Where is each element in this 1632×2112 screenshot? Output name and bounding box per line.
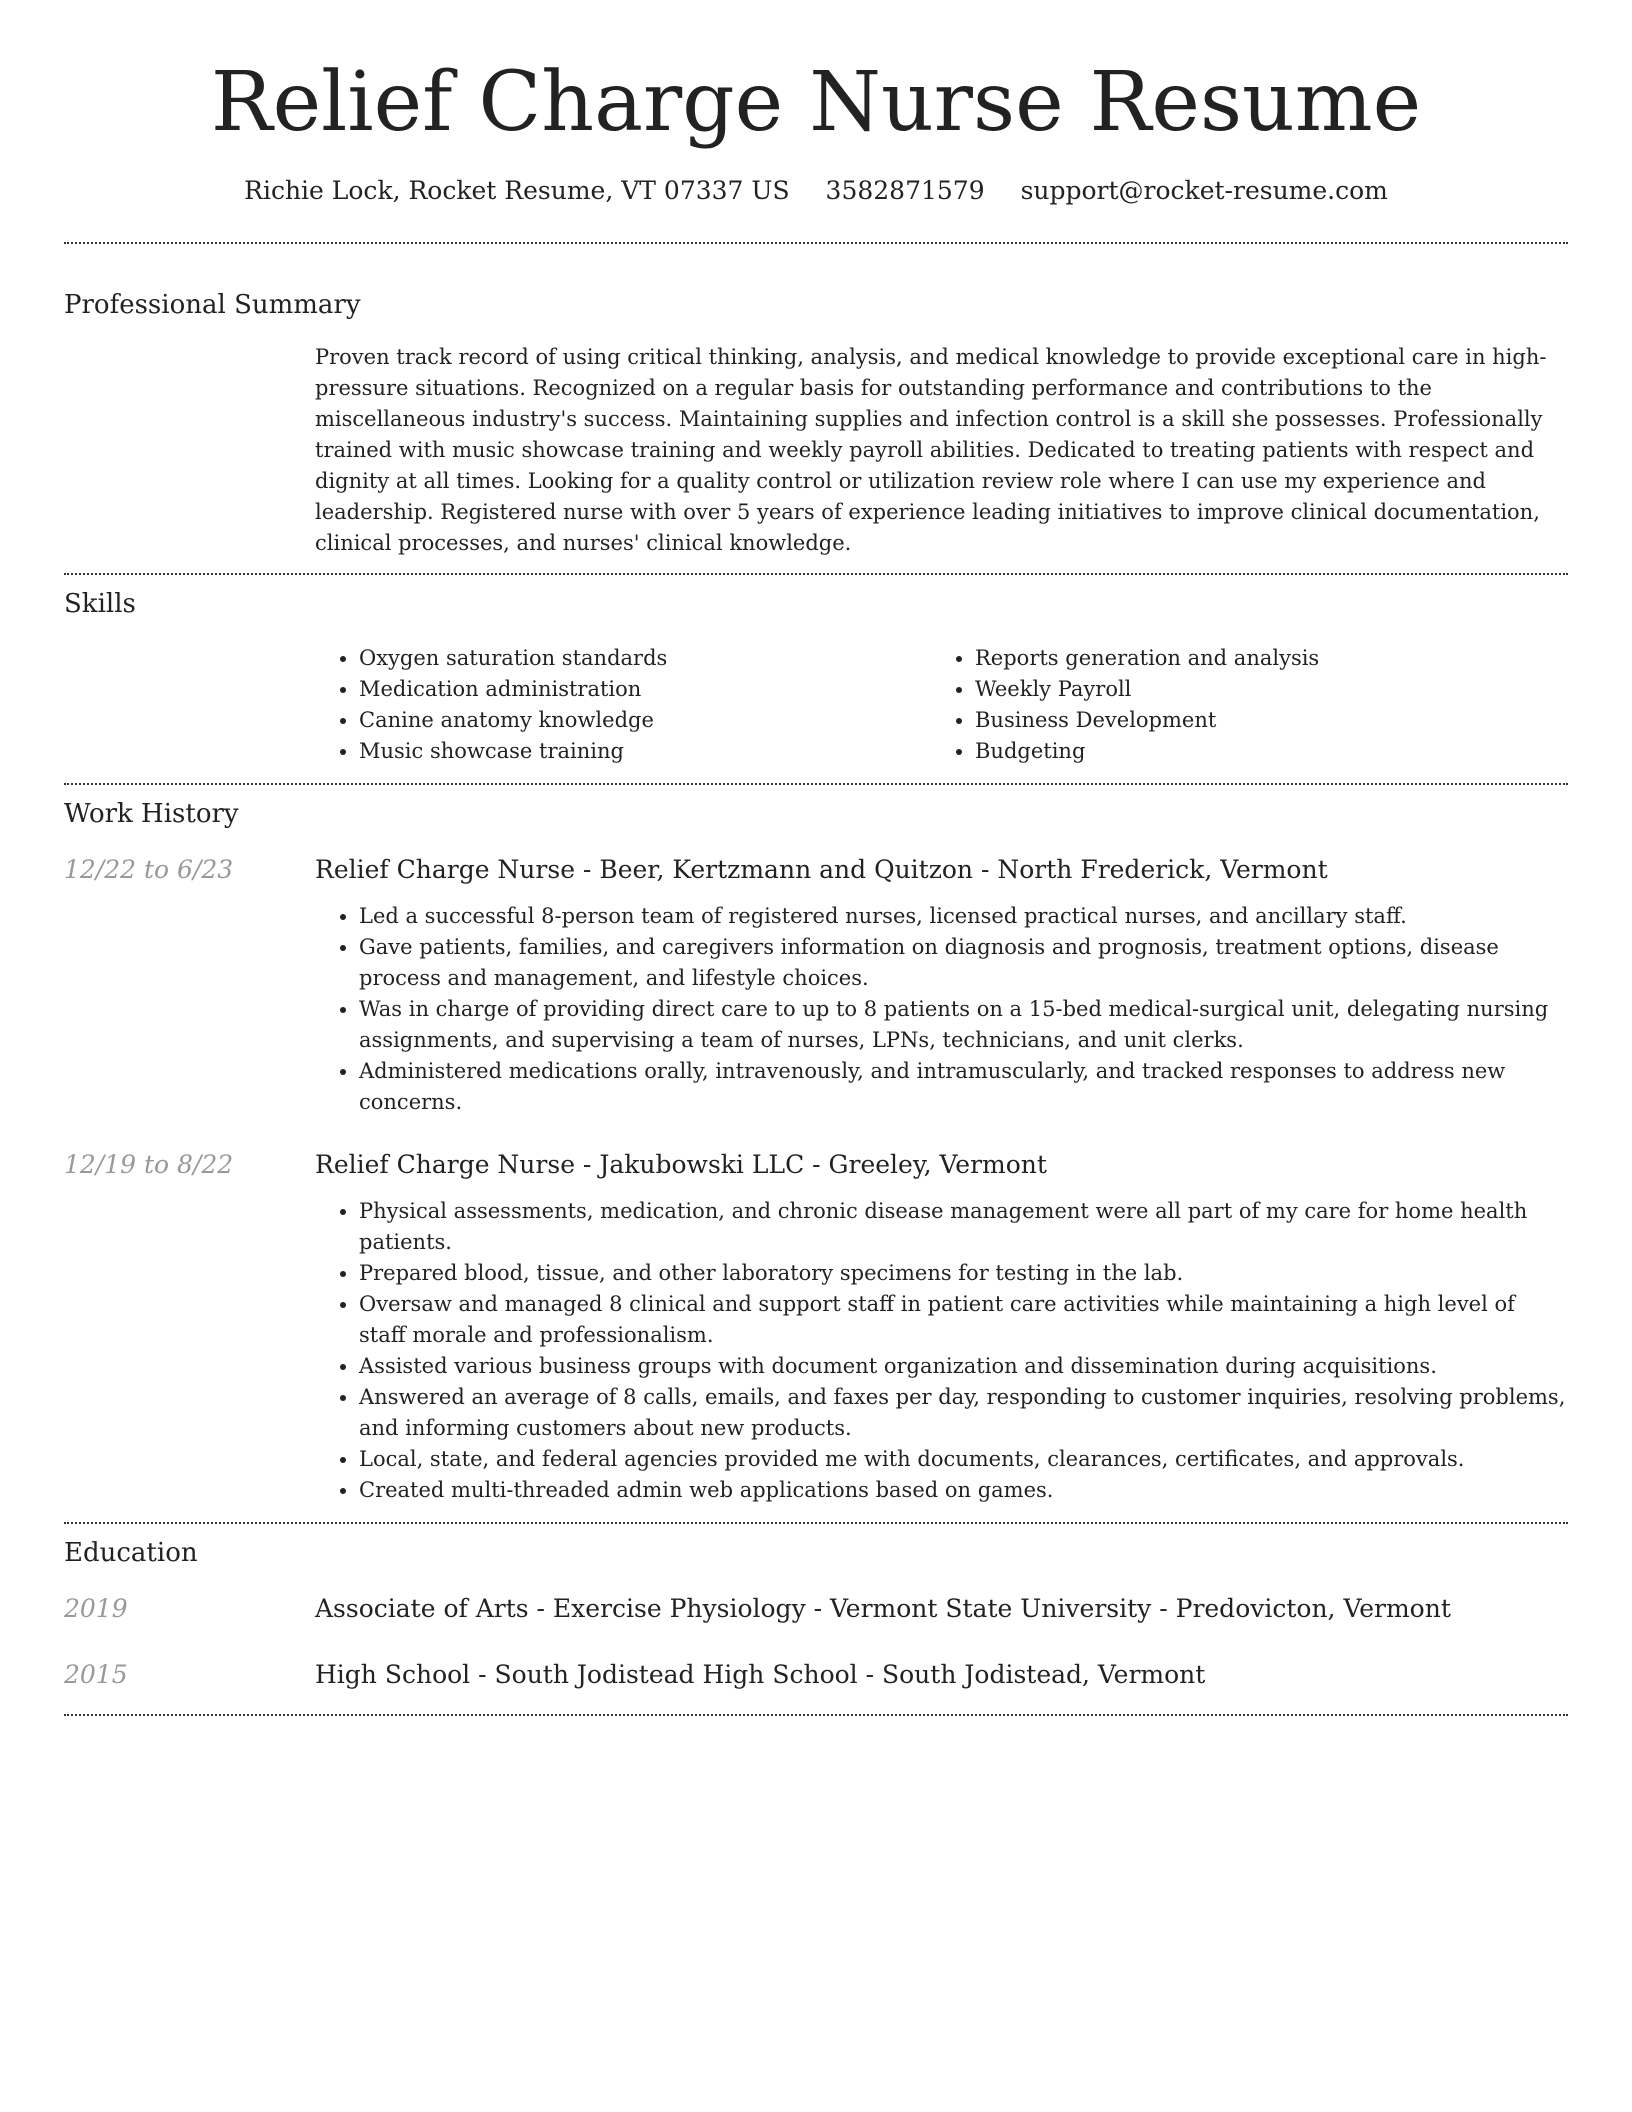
- contact-address: Richie Lock, Rocket Resume, VT 07337 US: [244, 176, 790, 205]
- skills-section: [64, 587, 1568, 767]
- job-bullet: • Answered an average of 8 calls, emails, and faxes per day, responding to customer inquiries, resolving problems, and informing customers about new products.: [359, 1382, 1568, 1444]
- job-entry: [64, 1148, 1568, 1182]
- education-entry: [64, 1658, 1568, 1692]
- job-title: Relief Charge Nurse - Jakubowski LLC - Greeley, Vermont: [315, 1150, 1047, 1179]
- job-bullets: [315, 901, 1568, 1118]
- skills-columns: [315, 643, 1568, 767]
- education-section: [64, 1536, 1568, 1692]
- job-bullet: • Gave patients, families, and caregivers information on diagnosis and prognosis, treatment options, disease process and management, and lifestyle choices.: [359, 932, 1568, 994]
- summary-heading: Professional Summary: [64, 290, 361, 320]
- divider: [64, 783, 1568, 785]
- skill-item: • Medication administration: [359, 674, 931, 705]
- skill-item: • Weekly Payroll: [975, 674, 1495, 705]
- skill-item: • Budgeting: [975, 736, 1495, 767]
- job-bullet: • Administered medications orally, intravenously, and intramuscularly, and tracked responses to address new concerns.: [359, 1056, 1568, 1118]
- education-title: High School - South Jodistead High School - South Jodistead, Vermont: [315, 1660, 1206, 1689]
- job-bullet: • Prepared blood, tissue, and other laboratory specimens for testing in the lab.: [359, 1258, 1568, 1289]
- education-heading: Education: [64, 1538, 198, 1568]
- skills-heading: Skills: [64, 589, 136, 619]
- job-entry: [64, 853, 1568, 887]
- resume-page: [64, 0, 1568, 1716]
- job-dates: 12/22 to 6/23: [64, 855, 234, 884]
- job-bullet: • Was in charge of providing direct care to up to 8 patients on a 15-bed medical-surgical unit, delegating nursing assignments, and supervising a team of nurses, LPNs, technicians, and unit clerks.: [359, 994, 1568, 1056]
- education-year: 2015: [64, 1660, 128, 1689]
- work-section: [64, 797, 1568, 1506]
- skill-item: • Business Development: [975, 705, 1495, 736]
- skill-item: • Music showcase training: [359, 736, 931, 767]
- job-bullet: • Local, state, and federal agencies provided me with documents, clearances, certificates, and approvals.: [359, 1444, 1568, 1475]
- contact-email: support@rocket-resume.com: [1020, 176, 1388, 205]
- divider: [64, 242, 1568, 244]
- divider: [64, 1522, 1568, 1524]
- education-year: 2019: [64, 1594, 128, 1623]
- job-bullet: • Led a successful 8-person team of registered nurses, licensed practical nurses, and ancillary staff.: [359, 901, 1568, 932]
- skill-item: • Oxygen saturation standards: [359, 643, 931, 674]
- work-heading: Work History: [64, 799, 239, 829]
- job-bullet: • Oversaw and managed 8 clinical and support staff in patient care activities while maintaining a high level of staff morale and professionalism.: [359, 1289, 1568, 1351]
- skill-item: • Reports generation and analysis: [975, 643, 1495, 674]
- skills-list-right: [931, 643, 1495, 767]
- job-bullet: • Physical assessments, medication, and chronic disease management were all part of my care for home health patients.: [359, 1196, 1568, 1258]
- job-title: Relief Charge Nurse - Beer, Kertzmann and Quitzon - North Frederick, Vermont: [315, 855, 1328, 884]
- resume-title: Relief Charge Nurse Resume: [210, 55, 1422, 150]
- skill-item: • Canine anatomy knowledge: [359, 705, 931, 736]
- contact-phone: 3582871579: [825, 176, 985, 205]
- job-bullets: [315, 1196, 1568, 1506]
- job-dates: 12/19 to 8/22: [64, 1150, 234, 1179]
- education-title: Associate of Arts - Exercise Physiology - Vermont State University - Predovicton, Vermont: [315, 1594, 1451, 1623]
- summary-text: Proven track record of using critical thinking, analysis, and medical knowledge to provide exceptional care in high-pressure situations. Recognized on a regular basis for outstanding performance and contributions to the miscellaneous industry's success. Maintaining supplies and infection control is a skill she possesses. Professionally trained with music showcase training and weekly payroll abilities. Dedicated to treating patients with respect and dignity at all times. Looking for a quality control or utilization review role where I can use my experience and leadership. Registered nurse with over 5 years of experience leading initiatives to improve clinical documentation, clinical processes, and nurses' clinical knowledge.: [315, 345, 1547, 555]
- job-bullet: • Assisted various business groups with document organization and dissemination during acquisitions.: [359, 1351, 1568, 1382]
- divider: [64, 1714, 1568, 1716]
- education-entry: [64, 1592, 1568, 1626]
- summary-section: [64, 288, 1568, 559]
- contact-line: [64, 174, 1568, 208]
- job-bullet: • Created multi-threaded admin web applications based on games.: [359, 1475, 1568, 1506]
- skills-list-left: [315, 643, 931, 767]
- divider: [64, 573, 1568, 575]
